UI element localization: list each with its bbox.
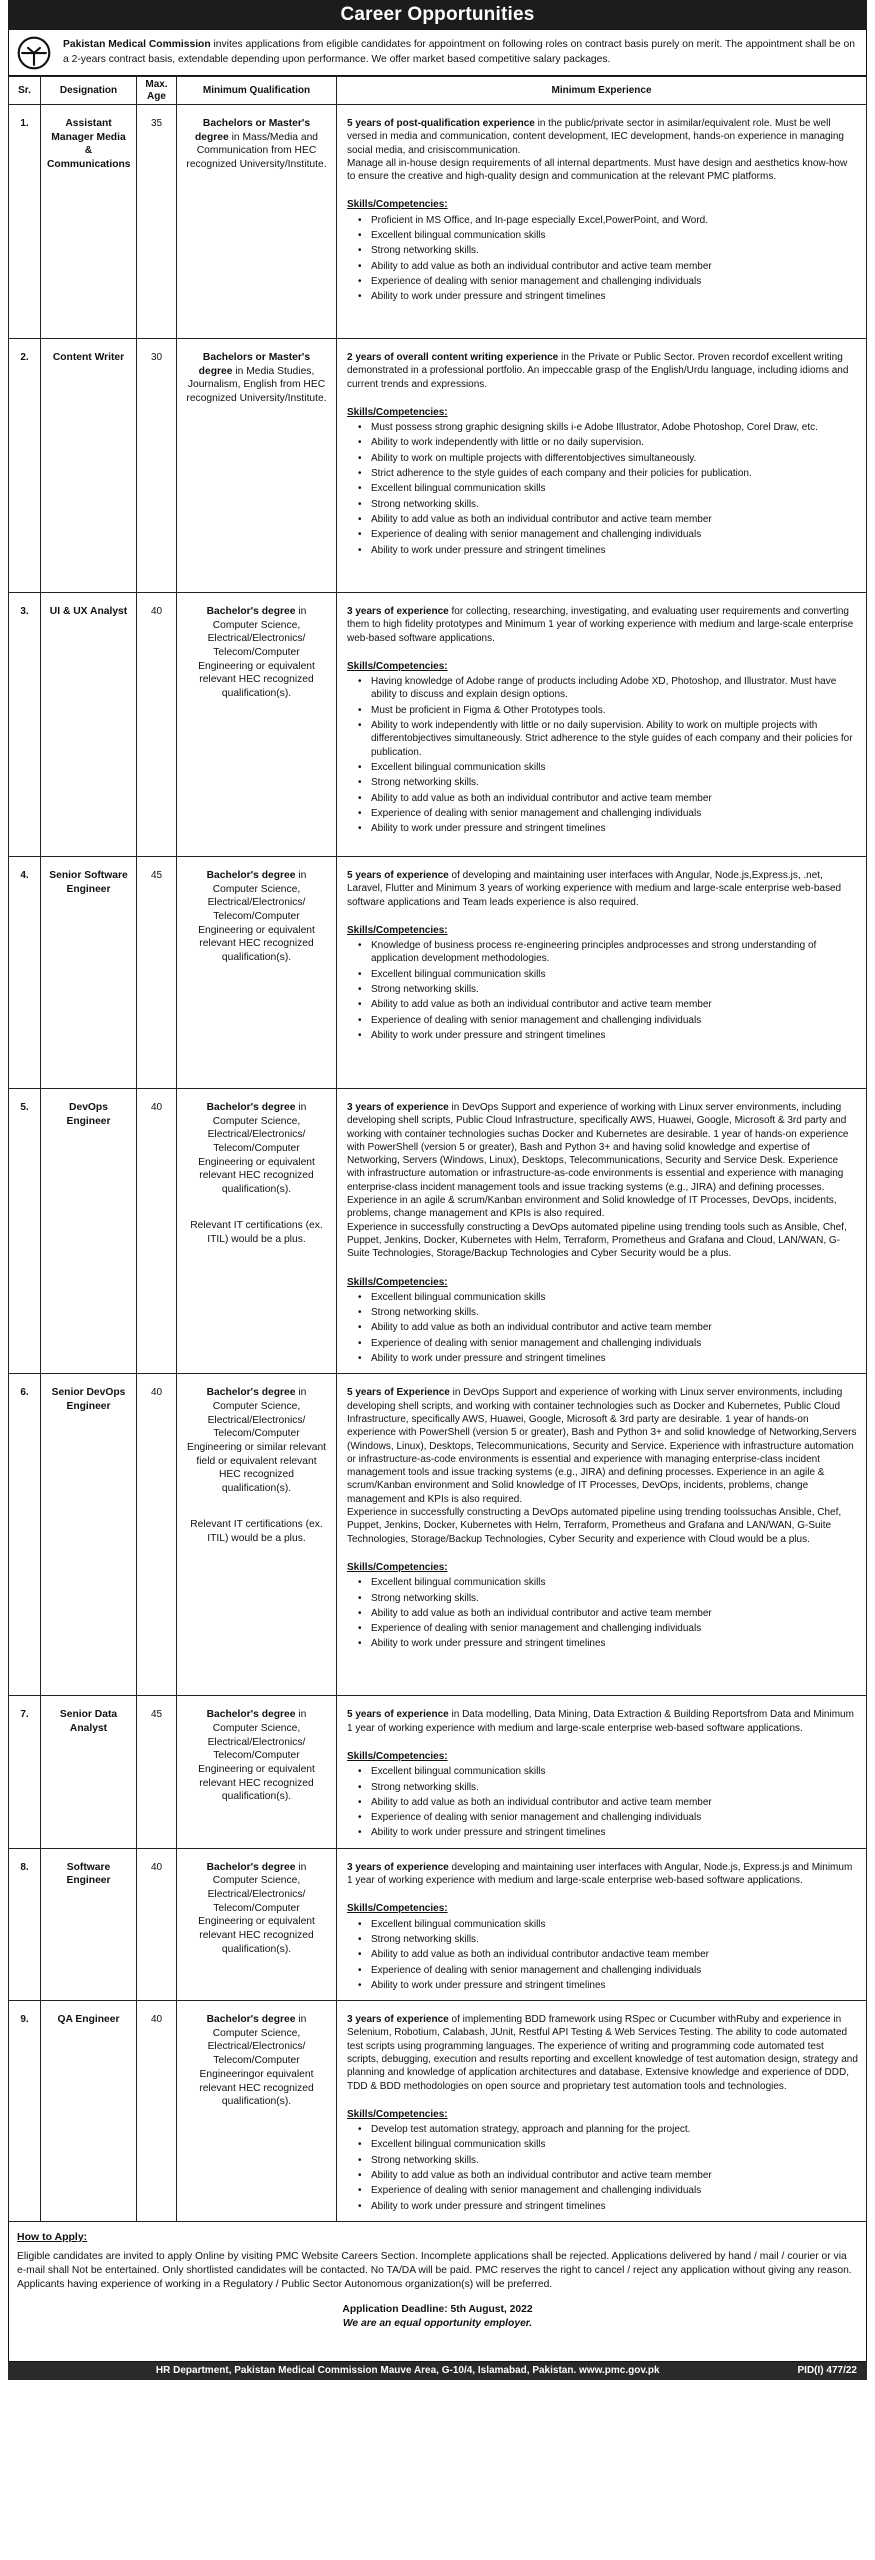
job-experience <box>337 1089 867 1374</box>
job-experience <box>337 339 867 593</box>
job-row <box>9 1848 867 2000</box>
experience-detail: for collecting, researching, investigating, and evaluating user requirements and converting them to high fidelity prototypes and Minimum 1 year of working experience with medium and large-scale enterprise web-based software applications. <box>347 606 854 644</box>
job-designation: Content Writer <box>41 339 137 593</box>
experience-detail: of developing and maintaining user interfaces with Angular, Node.js,Express.js, .net, Laravel, Flutter and Minimum 3 years of working experience with medium and large-scale enterprise web-based software applications and Team leads experience is also required. <box>347 870 842 908</box>
certification-note: Relevant IT certifications (ex. ITIL) would be a plus. <box>190 1518 323 1544</box>
jobs-table-body <box>9 105 867 2222</box>
job-row <box>9 2001 867 2222</box>
job-designation: DevOps Engineer <box>41 1089 137 1374</box>
skill-item: • Ability to add value as both an individual contributor and active team member <box>371 260 858 273</box>
skill-item: • Ability to work under pressure and stringent timelines <box>371 290 858 303</box>
job-qualification <box>177 1374 337 1696</box>
experience-text: 5 years of experience of developing and maintaining user interfaces with Angular, Node.js,Express.js, .net, Laravel, Flutter and Minimum 3 years of working experience with medium and large-scale enterprise web-based software applications and Team leads experience is also required. <box>347 870 842 908</box>
skill-item: • Excellent bilingual communication skills <box>371 229 858 242</box>
skill-item: • Experience of dealing with senior management and challenging individuals <box>371 1014 858 1027</box>
job-row <box>9 857 867 1089</box>
experience-text: 2 years of overall content writing experience in the Private or Public Sector. Proven recordof excellent writing demonstrated in a professional portfolio. An impeccable grasp of the English/Urdu language, including idioms and current trends and expressions. <box>347 352 849 390</box>
job-max-age: 40 <box>137 1374 177 1696</box>
job-qualification <box>177 339 337 593</box>
how-to-apply-section <box>8 2222 867 2362</box>
qualification-text: Bachelor's degree in Computer Science, Electrical/Electronics/ Telecom/Computer Engineering or equivalent relevant HEC recognized qualification(s). <box>198 606 315 700</box>
skill-item: • Experience of dealing with senior management and challenging individuals <box>371 1811 858 1824</box>
skill-item: • Ability to add value as both an individual contributor and active team member <box>371 998 858 1011</box>
skill-item: • Excellent bilingual communication skills <box>371 1291 858 1304</box>
footer-pid: PID(I) 477/22 <box>797 2365 857 2377</box>
job-designation: Software Engineer <box>41 1848 137 2000</box>
skills-heading: Skills/Competencies: <box>347 2108 448 2120</box>
application-deadline: Application Deadline: 5th August, 2022 <box>342 2303 533 2315</box>
skill-item: • Ability to work under pressure and stringent timelines <box>371 822 858 835</box>
job-row <box>9 1374 867 1696</box>
experience-detail: developing and maintaining user interfaces with Angular, Node.js, Express.js and Minimum 1 year of working experience with medium and large-scale enterprise web-based software applications. <box>347 1861 853 1887</box>
job-experience <box>337 2001 867 2222</box>
job-qualification <box>177 857 337 1089</box>
skill-item: • Ability to work under pressure and stringent timelines <box>371 1029 858 1042</box>
job-sr: 4. <box>9 857 41 1089</box>
skill-item: • Strict adherence to the style guides of each company and their policies for publication. <box>371 467 858 480</box>
intro-text: Pakistan Medical Commission invites applications from eligible candidates for appointment on following roles on contract basis purely on merit. The appointment shall be on a 2-years contract basis, extendable depending upon performance. We offer market based competitive salary packages. <box>63 39 855 65</box>
skill-item: • Ability to add value as both an individual contributor and active team member <box>371 1607 858 1620</box>
skill-item: • Ability to add value as both an individual contributor and active team member <box>371 792 858 805</box>
skills-list <box>347 1291 858 1365</box>
skills-heading: Skills/Competencies: <box>347 1276 448 1288</box>
qualification-text: Bachelor's degree in Computer Science, Electrical/Electronics/ Telecom/Computer Engineering or equivalent relevant HEC recognized qualification(s). <box>198 1102 315 1196</box>
experience-text: 3 years of experience in DevOps Support and experience of working with Linux server environments, including developing shell scripts, Public Cloud Infrastructure, specifically AWS, Huawei, Google, Microsoft & 3rd party and working with container technologies suchas Docker and Kubernetes are desirable. 1 year of hands-on experience with PowerShell (version 5 or greater), Bash and Python 3+ and having solid knowledge and expertise of Networking, Servers (Windows, Linux), Desktops, Telecommunications, Security and Service Desk. Experience with infrastructure automation or infrastructure-as-code environments is essential and experience with managing enterprise-class incident management tools and issue tracking systems (e.g., JIRA) and defining processes. Experience in an agile & scrum/Kanban environment and Solid knowledge of IT Processes, DevOps, incidents, problems, change management and KPIs is also required. Experience in successfully constructing a DevOps automated pipeline using trending tools such as Ansible, Chef, Puppet, Jenkins, Docker, Kubernetes with Helm, Terraform, Prometheus and Grafana and Cloud, LAN/WAN, G-Suite Technologies, Storage/Backup Technologies and Cyber Security would be a plus. <box>347 1102 849 1260</box>
experience-detail: in DevOps Support and experience of working with Linux server environments, including developing shell scripts, and working with container technologies such as Docker and Kubernetes, Public Cloud Infrastructure, specifically AWS, Huawei, Google, Microsoft & 3rd party are desirable. 1 year of hands-on experience with PowerShell (version 5 or greater), Bash and Python 3+ and solid knowledge of Networking,Servers (Windows, Linux), Desktops, Telecommunications, Security and Service. Experience with infrastructure automation or infrastructure-as-code environments is essential and experience with managing enterprise-class incident management tools and issue tracking systems (e.g., JIRA) and defining processes. Experience in an agile & scrum/Kanban environment and Solid knowledge of IT Processes, DevOps, incidents, problems, change management and KPIs is also required. Experience in successfully constructing a DevOps automated pipeline using trending toolssuchas Ansible, Chef, Puppet, Jenkins, Docker, Kubernetes with Helm, Terraform, Prometheus and Grafana and LAN/WAN, G-Suite Technologies, Storage/Backup Technologies, Cyber Security and experience with Cloud would be a plus. <box>347 1387 857 1545</box>
skill-item: • Ability to work on multiple projects with differentobjectives simultaneously. <box>371 452 858 465</box>
job-max-age: 45 <box>137 857 177 1089</box>
skill-item: • Ability to add value as both an individual contributor and active team member <box>371 1796 858 1809</box>
job-designation: UI & UX Analyst <box>41 593 137 857</box>
experience-text: 5 years of Experience in DevOps Support and experience of working with Linux server environments, including developing shell scripts, and working with container technologies such as Docker and Kubernetes, Public Cloud Infrastructure, specifically AWS, Huawei, Google, Microsoft & 3rd party are desirable. 1 year of hands-on experience with PowerShell (version 5 or greater), Bash and Python 3+ and solid knowledge of Networking,Servers (Windows, Linux), Desktops, Telecommunications, Security and Service. Experience with infrastructure automation or infrastructure-as-code environments is essential and experience with managing enterprise-class incident management tools and issue tracking systems (e.g., JIRA) and defining processes. Experience in an agile & scrum/Kanban environment and Solid knowledge of IT Processes, DevOps, incidents, problems, change management and KPIs is also required. Experience in successfully constructing a DevOps automated pipeline using trending toolssuchas Ansible, Chef, Puppet, Jenkins, Docker, Kubernetes with Helm, Terraform, Prometheus and Grafana and LAN/WAN, G-Suite Technologies, Storage/Backup Technologies, Cyber Security and experience with Cloud would be a plus. <box>347 1387 857 1545</box>
experience-detail: of implementing BDD framework using RSpec or Cucumber withRuby and experience in Selenium, Robotium, Calabash, JUnit, Restful API Testing & Web Services Testing. The ability to code automated test scripts using programming languages. The experience of writing and programming code automated test scripts, debugging, execution and results reporting and excellent knowledge of test automation design, strategy and planning and knowledge of application architectures and database. Extensive knowledge and experience of DDD, TDD & BDD methodologies on open source and proprietary test automation tools and technologies. <box>347 2014 858 2092</box>
skill-item: • Ability to work under pressure and stringent timelines <box>371 1637 858 1650</box>
skills-list <box>347 1765 858 1839</box>
qualification-text: Bachelors or Master's degree in Media Studies, Journalism, English from HEC recognized University/Institute. <box>186 352 327 405</box>
skill-item: • Excellent bilingual communication skills <box>371 968 858 981</box>
col-age: Max. Age <box>137 77 177 105</box>
certification-note: Relevant IT certifications (ex. ITIL) would be a plus. <box>190 1219 323 1245</box>
intro-banner <box>8 30 867 76</box>
col-designation: Designation <box>41 77 137 105</box>
skill-item: • Ability to work under pressure and stringent timelines <box>371 1979 858 1992</box>
skill-item: • Excellent bilingual communication skills <box>371 1765 858 1778</box>
job-sr: 6. <box>9 1374 41 1696</box>
col-qualification: Minimum Qualification <box>177 77 337 105</box>
experience-text: 3 years of experience for collecting, researching, investigating, and evaluating user requirements and converting them to high fidelity prototypes and Minimum 1 year of working experience with medium and large-scale enterprise web-based software applications. <box>347 606 854 644</box>
job-qualification <box>177 105 337 339</box>
job-qualification <box>177 1696 337 1848</box>
skill-item: • Excellent bilingual communication skills <box>371 2138 858 2151</box>
skill-item: • Excellent bilingual communication skills <box>371 482 858 495</box>
job-sr: 8. <box>9 1848 41 2000</box>
job-row <box>9 339 867 593</box>
skill-item: • Strong networking skills. <box>371 1781 858 1794</box>
job-row <box>9 1696 867 1848</box>
job-experience <box>337 593 867 857</box>
pmc-logo-icon <box>17 36 51 70</box>
experience-detail: in DevOps Support and experience of working with Linux server environments, including developing shell scripts, Public Cloud Infrastructure, specifically AWS, Huawei, Google, Microsoft & 3rd party and working with container technologies suchas Docker and Kubernetes are desirable. 1 year of hands-on experience with PowerShell (version 5 or greater), Bash and Python 3+ and having solid knowledge and expertise of Networking, Servers (Windows, Linux), Desktops, Telecommunications, Security and Service Desk. Experience with infrastructure automation or infrastructure-as-code environments is essential and experience with managing enterprise-class incident management tools and issue tracking systems (e.g., JIRA) and defining processes. Experience in an agile & scrum/Kanban environment and Solid knowledge of IT Processes, DevOps, incidents, problems, change management and KPIs is also required. Experience in successfully constructing a DevOps automated pipeline using trending tools such as Ansible, Chef, Puppet, Jenkins, Docker, Kubernetes with Helm, Terraform, Prometheus and Grafana and Cloud, LAN/WAN, G-Suite Technologies, Storage/Backup Technologies and Cyber Security would be a plus. <box>347 1102 849 1260</box>
skills-heading: Skills/Competencies: <box>347 1750 448 1762</box>
skill-item: • Strong networking skills. <box>371 1306 858 1319</box>
skill-item: • Ability to work under pressure and stringent timelines <box>371 544 858 557</box>
skills-heading: Skills/Competencies: <box>347 1561 448 1573</box>
skill-item: • Strong networking skills. <box>371 983 858 996</box>
skill-item: • Experience of dealing with senior management and challenging individuals <box>371 1964 858 1977</box>
experience-detail: in the Private or Public Sector. Proven recordof excellent writing demonstrated in a professional portfolio. An impeccable grasp of the English/Urdu language, including idioms and current trends and expressions. <box>347 352 849 390</box>
job-designation: QA Engineer <box>41 2001 137 2222</box>
job-qualification <box>177 1848 337 2000</box>
job-sr: 1. <box>9 105 41 339</box>
job-max-age: 40 <box>137 593 177 857</box>
how-to-apply-text: Eligible candidates are invited to apply Online by visiting PMC Website Careers Section. Incomplete applications shall be rejected. Applications delivered by hand / mail / courier or via e-mail shall Not be entertained. Only shortlisted candidates will be contacted. No TA/DA will be paid. PMC reserves the right to cancel / reject any application without giving any reason. Applicants having experience of working in a Regulatory / Public Sector Autonomous organization(s) will be preferred. <box>17 2250 852 2291</box>
how-to-apply-heading: How to Apply: <box>17 2230 88 2243</box>
skills-list <box>347 1576 858 1650</box>
jobs-table-header <box>9 77 867 105</box>
experience-text: 3 years of experience developing and maintaining user interfaces with Angular, Node.js, Express.js and Minimum 1 year of working experience with medium and large-scale enterprise web-based software applications. <box>347 1861 853 1887</box>
job-sr: 7. <box>9 1696 41 1848</box>
job-sr: 3. <box>9 593 41 857</box>
skills-list <box>347 421 858 557</box>
skill-item: • Experience of dealing with senior management and challenging individuals <box>371 275 858 288</box>
skill-item: • Strong networking skills. <box>371 1592 858 1605</box>
skill-item: • Experience of dealing with senior management and challenging individuals <box>371 2184 858 2197</box>
job-max-age: 30 <box>137 339 177 593</box>
skill-item: • Ability to add value as both an individual contributor andactive team member <box>371 1948 858 1961</box>
skill-item: • Strong networking skills. <box>371 244 858 257</box>
skill-item: • Experience of dealing with senior management and challenging individuals <box>371 528 858 541</box>
job-sr: 2. <box>9 339 41 593</box>
qualification-text: Bachelor's degree in Computer Science, Electrical/Electronics/ Telecom/Computer Engineering or equivalent relevant HEC recognized qualification(s). <box>198 1709 315 1803</box>
qualification-text: Bachelor's degree in Computer Science, Electrical/Electronics/ Telecom/Computer Engineeringor equivalent relevant HEC recognized qualification(s). <box>199 2014 314 2108</box>
qualification-text: Bachelor's degree in Computer Science, Electrical/Electronics/ Telecom/Computer Engineering or equivalent relevant HEC recognized qualification(s). <box>198 1861 315 1955</box>
skill-item: • Ability to work independently with little or no daily supervision. <box>371 436 858 449</box>
job-qualification <box>177 2001 337 2222</box>
job-max-age: 40 <box>137 2001 177 2222</box>
footer-bar <box>8 2362 867 2380</box>
job-row <box>9 105 867 339</box>
job-designation: Senior Software Engineer <box>41 857 137 1089</box>
skill-item: • Ability to work under pressure and stringent timelines <box>371 2200 858 2213</box>
skill-item: • Excellent bilingual communication skills <box>371 1918 858 1931</box>
col-sr: Sr. <box>9 77 41 105</box>
experience-text: 3 years of experience of implementing BDD framework using RSpec or Cucumber withRuby and experience in Selenium, Robotium, Calabash, JUnit, Restful API Testing & Web Services Testing. The ability to code automated test scripts using programming languages. The experience of writing and programming code automated test scripts, debugging, execution and results reporting and excellent knowledge of test automation design, strategy and planning and knowledge of application architectures and database. Extensive knowledge and experience of DDD, TDD & BDD methodologies on open source and proprietary test automation tools and technologies. <box>347 2014 858 2092</box>
col-experience: Minimum Experience <box>337 77 867 105</box>
job-max-age: 40 <box>137 1089 177 1374</box>
job-row <box>9 593 867 857</box>
job-designation: Senior Data Analyst <box>41 1696 137 1848</box>
skill-item: • Excellent bilingual communication skills <box>371 761 858 774</box>
skill-item: • Must possess strong graphic designing skills i-e Adobe Illustrator, Adobe Photoshop, Corel Draw, etc. <box>371 421 858 434</box>
job-qualification <box>177 593 337 857</box>
job-experience <box>337 1696 867 1848</box>
experience-text: 5 years of experience in Data modelling, Data Mining, Data Extraction & Building Reportsfrom Data and Minimum 1 year of working experience with medium and large-scale enterprise web-based software applications. <box>347 1709 854 1734</box>
skills-list <box>347 939 858 1042</box>
job-experience <box>337 857 867 1089</box>
jobs-table <box>8 76 867 2222</box>
skills-heading: Skills/Competencies: <box>347 406 448 418</box>
skill-item: • Proficient in MS Office, and In-page especially Excel,PowerPoint, and Word. <box>371 214 858 227</box>
skill-item: • Ability to work under pressure and stringent timelines <box>371 1352 858 1365</box>
job-designation: Senior DevOps Engineer <box>41 1374 137 1696</box>
skill-item: • Strong networking skills. <box>371 1933 858 1946</box>
skills-list <box>347 2123 858 2213</box>
page-title: Career Opportunities <box>8 0 867 30</box>
skills-heading: Skills/Competencies: <box>347 660 448 672</box>
skill-item: • Ability to work under pressure and stringent timelines <box>371 1826 858 1839</box>
job-designation: Assistant Manager Media & Communications <box>41 105 137 339</box>
skills-list <box>347 675 858 835</box>
equal-opportunity-note: We are an equal opportunity employer. <box>342 2318 533 2330</box>
job-experience <box>337 1848 867 2000</box>
skill-item: • Excellent bilingual communication skills <box>371 1576 858 1589</box>
job-max-age: 45 <box>137 1696 177 1848</box>
skill-item: • Strong networking skills. <box>371 498 858 511</box>
job-qualification <box>177 1089 337 1374</box>
skills-heading: Skills/Competencies: <box>347 924 448 936</box>
qualification-text: Bachelors or Master's degree in Mass/Media and Communication from HEC recognized University/Institute. <box>186 118 327 171</box>
skills-list <box>347 214 858 304</box>
skills-heading: Skills/Competencies: <box>347 1903 448 1915</box>
skill-item: • Develop test automation strategy, approach and planning for the project. <box>371 2123 858 2136</box>
skill-item: • Ability to work independently with little or no daily supervision. Ability to work on multiple projects with differentobjectives simultaneously. Strict adherence to the style guides of each company and their policies for publication. <box>371 719 858 759</box>
experience-detail: in the public/private sector in asimilar/equivalent role. Must be well versed in media and communication, content development, IEC development, hands-on experience in managing social media, and crisiscommunication. Manage all in-house design requirements of all internal departments. Must have design and aesthetics know-how to ensure the creative and high-quality design and communication at the relevant PMC platforms. <box>347 118 848 183</box>
skill-item: • Ability to add value as both an individual contributor and active team member <box>371 2169 858 2182</box>
job-sr: 5. <box>9 1089 41 1374</box>
qualification-text: Bachelor's degree in Computer Science, Electrical/Electronics/ Telecom/Computer Engineering or similar relevant field or equivalent relevant HEC recognized qualification(s). <box>186 1387 327 1495</box>
skill-item: • Ability to add value as both an individual contributor and active team member <box>371 513 858 526</box>
skill-item: • Experience of dealing with senior management and challenging individuals <box>371 1622 858 1635</box>
footer-address: HR Department, Pakistan Medical Commission Mauve Area, G-10/4, Islamabad, Pakistan. www.pmc.gov.pk <box>155 2365 660 2377</box>
job-experience <box>337 1374 867 1696</box>
job-row <box>9 1089 867 1374</box>
skill-item: • Strong networking skills. <box>371 776 858 789</box>
skills-heading: Skills/Competencies: <box>347 199 448 211</box>
job-experience <box>337 105 867 339</box>
qualification-text: Bachelor's degree in Computer Science, Electrical/Electronics/ Telecom/Computer Engineering or equivalent relevant HEC recognized qualification(s). <box>198 870 315 964</box>
skill-item: • Ability to add value as both an individual contributor and active team member <box>371 1321 858 1334</box>
skill-item: • Having knowledge of Adobe range of products including Adobe XD, Photoshop, and Illustrator. Must have ability to discuss and explain design options. <box>371 675 858 702</box>
job-max-age: 40 <box>137 1848 177 2000</box>
skill-item: • Experience of dealing with senior management and challenging individuals <box>371 807 858 820</box>
skill-item: • Experience of dealing with senior management and challenging individuals <box>371 1337 858 1350</box>
job-max-age: 35 <box>137 105 177 339</box>
skill-item: • Must be proficient in Figma & Other Prototypes tools. <box>371 704 858 717</box>
experience-text: 5 years of post-qualification experience in the public/private sector in asimilar/equivalent role. Must be well versed in media and communication, content development, IEC development, hands-on experience in managing social media, and crisiscommunication. Manage all in-house design requirements of all internal departments. Must have design and aesthetics know-how to ensure the creative and high-quality design and communication at the relevant PMC platforms. <box>347 118 848 183</box>
skills-list <box>347 1918 858 1992</box>
job-sr: 9. <box>9 2001 41 2222</box>
experience-detail: in Data modelling, Data Mining, Data Extraction & Building Reportsfrom Data and Minimum 1 year of working experience with medium and large-scale enterprise web-based software applications. <box>347 1709 854 1734</box>
skill-item: • Strong networking skills. <box>371 2154 858 2167</box>
skill-item: • Knowledge of business process re-engineering principles andprocesses and strong understanding of application development methodologies. <box>371 939 858 966</box>
